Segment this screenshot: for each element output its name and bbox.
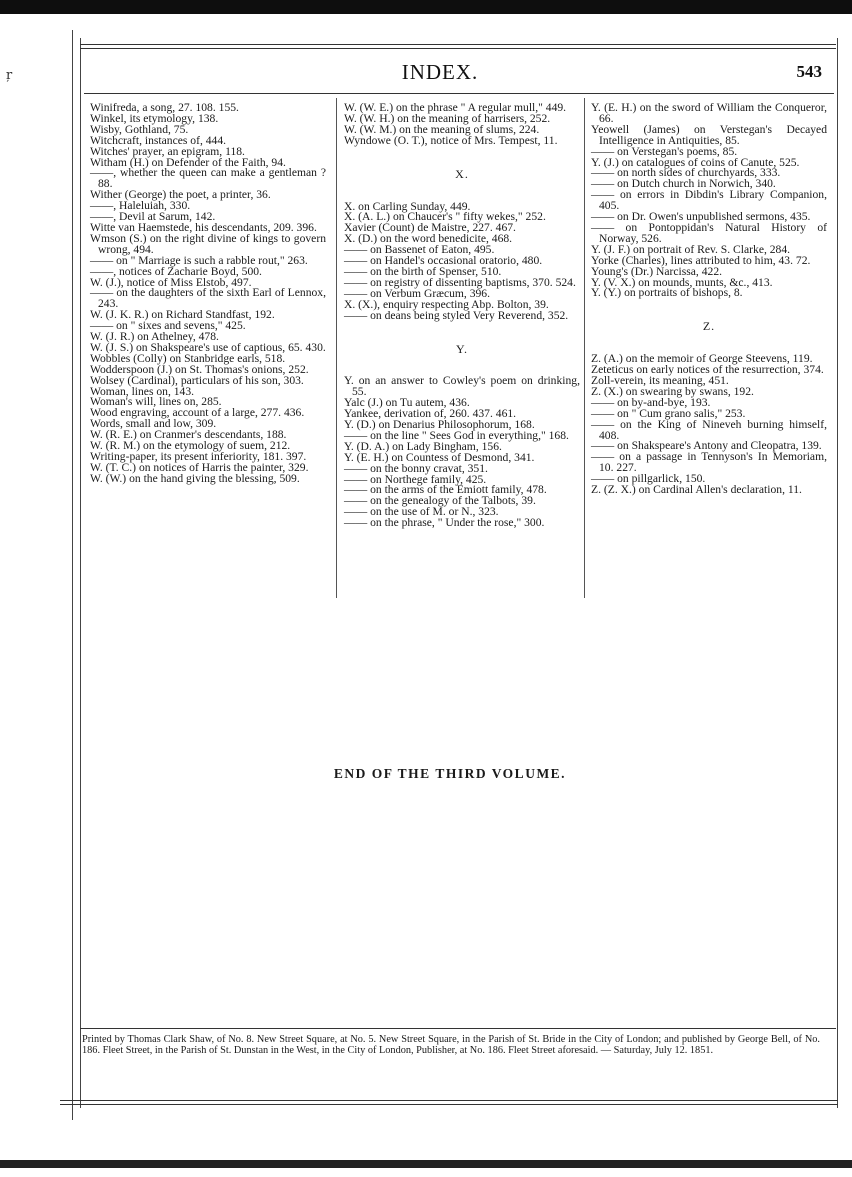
page-title: INDEX. (401, 60, 479, 84)
index-entry: W. (J. K. R.) on Richard Standfast, 192. (90, 308, 275, 322)
index-entry: —— on pillgarlick, 150. (591, 472, 706, 486)
index-entry: Y. (E. H.) on the sword of William the Conqueror, 66. (591, 101, 827, 125)
index-entry: —— on Handel's occasional oratorio, 480. (344, 254, 543, 268)
index-entry: —— on the use of M. or N., 323. (344, 505, 499, 519)
index-entry: W. (W. E.) on the phrase " A regular mull," 449. (344, 101, 567, 114)
index-entry: —— on the phrase, " Under the rose," 300. (344, 516, 545, 530)
index-entry: —— on Pontoppidan's Natural History of Norway, 526. (591, 220, 827, 245)
index-entry: Witches' prayer, an epigram, 118. (90, 144, 245, 158)
index-entry: —— on the birth of Spenser, 510. (344, 264, 502, 278)
index-entry: —— on Shakspeare's Antony and Cleopatra, 139. (591, 439, 822, 453)
index-entry: —— on Dr. Owen's unpublished sermons, 435. (591, 210, 811, 224)
page-number: 543 (796, 62, 822, 81)
index-entry: —— on registry of dissenting baptisms, 370. 524. (344, 275, 576, 289)
index-entry: Y. (D.) on Denarius Philosophorum, 168. (344, 418, 535, 432)
bottom-rule (60, 1100, 838, 1101)
index-entry: Wood engraving, account of a large, 277. 436. (90, 406, 305, 420)
index-entry: ——, Haleluiah, 330. (90, 199, 191, 213)
index-entry: Woman's will, lines on, 285. (90, 395, 222, 409)
index-entry: Witchcraft, instances of, 444. (90, 133, 227, 147)
index-entry: Zeteticus on early notices of the resurrection, 374. (591, 363, 824, 377)
index-entry: ——, Devil at Sarum, 142. (90, 210, 216, 224)
index-entry: Witham (H.) on Defender of the Faith, 94. (90, 155, 286, 169)
index-entry: Zoll-verein, its meaning, 451. (591, 374, 729, 388)
index-entry: W. (J. R.) on Athelney, 478. (90, 330, 219, 344)
index-entry: X. on Carling Sunday, 449. (344, 199, 471, 213)
index-entry: —— on Dutch church in Norwich, 340. (591, 177, 776, 191)
column-divider-2 (584, 98, 585, 598)
index-entry: Winifreda, a song, 27. 108. 155. (90, 101, 239, 114)
section-heading: X. (455, 166, 469, 181)
index-entry: —— on the genealogy of the Talbots, 39. (344, 494, 536, 508)
index-entry: W. (J.), notice of Miss Elstob, 497. (90, 275, 252, 289)
index-entry: ——, whether the queen can make a gentleman ? 88. (90, 166, 326, 191)
index-entry: Wolsey (Cardinal), particulars of his son, 303. (90, 373, 304, 387)
index-entry: —— on " Cum grano salis," 253. (591, 406, 746, 420)
index-entry: —— on Verbum Græcum, 396. (344, 286, 490, 300)
index-entry: Wyndowe (O. T.), notice of Mrs. Tempest, 11. (344, 133, 558, 147)
index-entry: Yorke (Charles), lines attributed to him, 43. 72. (591, 253, 811, 267)
index-entry: W. (J. S.) on Shakspeare's use of captious, 65. 430. (90, 340, 326, 354)
index-entry: W. (W. M.) on the meaning of slums, 224. (344, 122, 540, 136)
index-entry: —— on a passage in Tennyson's In Memoriam, 10. 227. (591, 450, 827, 475)
section-heading: Z. (702, 319, 716, 334)
index-entry: —— on Bassenet of Eaton, 495. (344, 243, 495, 257)
index-entry: Y. (E. H.) on Countess of Desmond, 341. (344, 450, 535, 464)
index-entry: X. (X.), enquiry respecting Abp. Bolton, 39. (344, 297, 549, 311)
index-entry: W. (R. M.) on the etymology of suem, 212. (90, 439, 291, 453)
index-entry: —— on Verstegan's poems, 85. (591, 144, 738, 158)
index-entry: Wodderspoon (J.) on St. Thomas's onions, 252. (90, 362, 309, 376)
index-entry: W. (R. E.) on Cranmer's descendants, 188. (90, 428, 287, 442)
index-entry: Y. (Y.) on portraits of bishops, 8. (591, 286, 743, 300)
index-entry: Woman, lines on, 143. (90, 384, 195, 398)
index-entry: Z. (X.) on swearing by swans, 192. (591, 384, 754, 398)
index-entry: —— on north sides of churchyards, 333. (591, 166, 781, 180)
index-entry: Z. (A.) on the memoir of George Steevens, 119. (591, 352, 813, 366)
index-entry: Y. (D. A.) on Lady Bingham, 156. (344, 439, 502, 453)
header-rule (84, 93, 834, 94)
index-entry: Writing-paper, its present inferiority, 181. 397. (90, 450, 307, 463)
index-entry: ——, notices of Zacharie Boyd, 500. (90, 264, 262, 278)
index-entry: Witte van Haemstede, his descendants, 209. 396. (90, 220, 317, 234)
index-entry: Wisby, Gothland, 75. (90, 122, 189, 136)
index-entry: X. (A. L.) on Chaucer's " fifty wekes," 252. (344, 210, 546, 224)
index-entry: —— on errors in Dibdin's Library Companion, 405. (591, 188, 827, 213)
index-entry: —— on Northege family, 425. (344, 472, 487, 486)
index-entry: Yeowell (James) on Verstegan's Decayed Intelligence in Antiquities, 85. (591, 122, 827, 147)
bottom-rule-thin (60, 1104, 838, 1105)
imprint-rule (80, 1028, 836, 1029)
index-entry: —— on the King of Nineveh burning himself, 408. (591, 417, 827, 442)
index-entry: W. (W. H.) on the meaning of harrisers, 252. (344, 111, 551, 125)
index-entry: —— on the daughters of the sixth Earl of Lennox, 243. (90, 286, 326, 311)
index-entry: Z. (Z. X.) on Cardinal Allen's declaration, 11. (591, 483, 802, 497)
index-entry: Y. (J. F.) on portrait of Rev. S. Clarke, 284. (591, 242, 791, 256)
index-entry: Y. (J.) on catalogues of coins of Canute, 525. (591, 155, 800, 169)
index-column-3 (591, 103, 827, 496)
index-entry: Yalc (J.) on Tu autem, 436. (344, 396, 470, 410)
margin-mark: ŗ (6, 68, 13, 83)
index-entry: Winkel, its etymology, 138. (90, 111, 219, 125)
index-entry: Wmson (S.) on the right divine of kings to govern wrong, 494. (90, 231, 326, 256)
column-divider-1 (336, 98, 337, 598)
bottom-scan-edge (0, 1160, 852, 1168)
index-entry: —— on " Marriage is such a rabble rout," 263. (90, 253, 308, 267)
index-entry: —— on " sixes and sevens," 425. (90, 319, 246, 333)
index-entry: W. (T. C.) on notices of Harris the painter, 329. (90, 460, 309, 474)
index-entry: —— on the line " Sees God in everything," 168. (344, 428, 569, 442)
index-column-1 (90, 103, 326, 485)
printer-imprint: Printed by Thomas Clark Shaw, of No. 8. New Street Square, at No. 5. New Street Square, in the Parish of St. Bride in the City of London; and published by George Bell, of No. 186. Fleet Street, in the Parish of St. Dunstan in the West, in the City of London, Publisher, at No. 186. Fleet Street aforesaid. — Saturday, July 12. 1851. (82, 1034, 820, 1056)
index-column-2 (344, 103, 580, 529)
index-entry: Young's (Dr.) Narcissa, 422. (591, 264, 723, 278)
top-rule (80, 44, 836, 45)
index-entry: W. (W.) on the hand giving the blessing, 509. (90, 471, 300, 485)
top-rule-thin (80, 48, 836, 49)
index-entry: X. (D.) on the word benedicite, 468. (344, 232, 513, 246)
index-entry: Words, small and low, 309. (90, 417, 217, 431)
index-entry: Wobbles (Colly) on Stanbridge earls, 518. (90, 351, 286, 365)
index-entry: —— on the arms of the Emiott family, 478. (344, 483, 547, 497)
index-entry: Wither (George) the poet, a printer, 36. (90, 188, 271, 202)
end-of-volume-notice: END OF THE THIRD VOLUME. (333, 766, 567, 781)
index-entry: —— on deans being styled Very Reverend, 352. (344, 308, 569, 322)
index-entry: Xavier (Count) de Maistre, 227. 467. (344, 221, 516, 235)
index-entry: —— on the bonny cravat, 351. (344, 461, 488, 475)
index-entry: Yankee, derivation of, 260. 437. 461. (344, 407, 517, 421)
index-entry: Y. on an answer to Cowley's poem on drinking, 55. (344, 374, 580, 399)
section-heading: Y. (455, 341, 469, 356)
top-scan-edge (0, 0, 852, 14)
index-entry: —— on by-and-bye, 193. (591, 395, 711, 409)
index-entry: Y. (V. X.) on mounds, munts, &c., 413. (591, 275, 773, 289)
